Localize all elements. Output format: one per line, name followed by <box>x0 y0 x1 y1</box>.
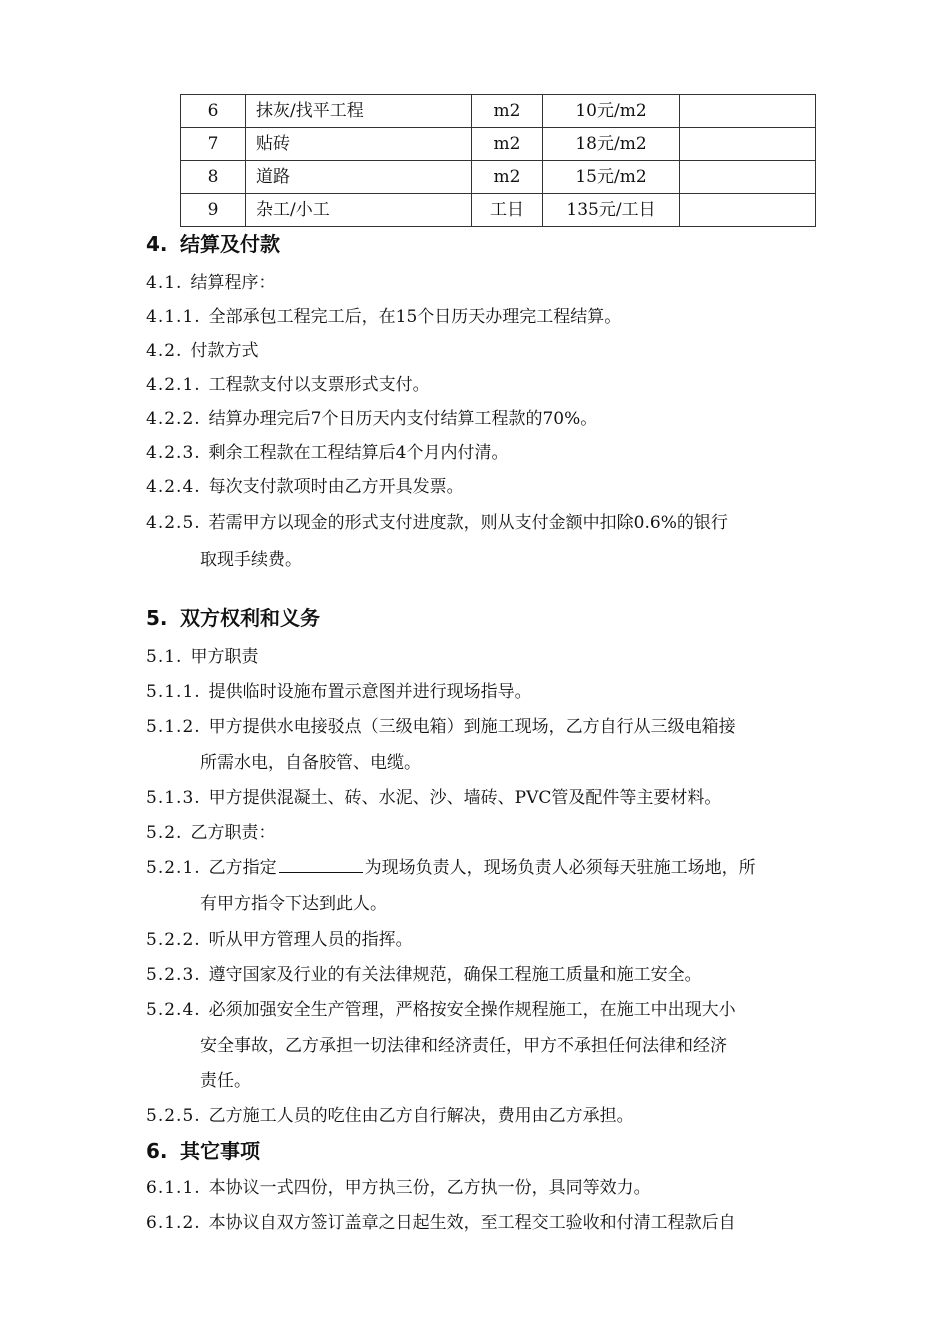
clause-text: 本协议一式四份，甲方执三份，乙方执一份，具同等效力。 <box>208 1178 651 1198</box>
clause-4-1 <box>146 268 275 293</box>
clause-5-1 <box>146 642 258 667</box>
clause-text: 甲方提供混凝土、砖、水泥、沙、墙砖、PVC管及配件等主要材料。 <box>208 788 722 808</box>
row-price: 135元/工日 <box>543 194 680 227</box>
clause-text: 甲方提供水电接驳点（三级电箱）到施工现场，乙方自行从三级电箱接 <box>208 717 736 737</box>
section-number: 4. <box>146 232 168 256</box>
clause-5-2 <box>146 818 275 843</box>
clause-text: 每次支付款项时由乙方开具发票。 <box>208 477 464 497</box>
row-note <box>680 95 816 128</box>
section-number: 5. <box>146 606 168 630</box>
clause-number: 5.2.3. <box>146 965 201 985</box>
clause-4-2-2 <box>146 404 597 429</box>
row-price: 15元/m2 <box>543 161 680 194</box>
clause-6-1-2 <box>146 1208 736 1233</box>
name-blank-line[interactable] <box>279 856 363 873</box>
clause-4-2-5 <box>146 508 728 533</box>
row-unit: m2 <box>472 95 543 128</box>
clause-number: 4.2.1. <box>146 375 201 395</box>
clause-number: 5.1.2. <box>146 717 201 737</box>
clause-5-1-1 <box>146 677 532 702</box>
clause-4-2-3 <box>146 438 509 463</box>
table-row <box>181 128 816 161</box>
row-note <box>680 161 816 194</box>
clause-text: 遵守国家及行业的有关法律规范，确保工程施工质量和施工安全。 <box>208 965 702 985</box>
row-item: 抹灰/找平工程 <box>246 95 472 128</box>
clause-5-2-3 <box>146 960 702 985</box>
clause-text: 若需甲方以现金的形式支付进度款，则从支付金额中扣除0.6%的银行 <box>208 513 728 533</box>
clause-4-2-5-continuation: 取现手续费。 <box>200 550 302 570</box>
section-6-heading <box>146 1135 260 1164</box>
clause-text: 必须加强安全生产管理，严格按安全操作规程施工，在施工中出现大小 <box>208 1000 736 1020</box>
table-row <box>181 95 816 128</box>
row-number: 7 <box>181 128 246 161</box>
clause-number: 4.2.2. <box>146 409 201 429</box>
clause-5-1-2 <box>146 712 736 737</box>
clause-number: 5.2. <box>146 823 183 843</box>
clause-4-2-4 <box>146 472 464 497</box>
section-4-heading <box>146 228 280 257</box>
row-item: 道路 <box>246 161 472 194</box>
clause-text: 乙方指定 <box>208 858 277 878</box>
row-unit: m2 <box>472 161 543 194</box>
clause-text: 付款方式 <box>190 341 259 361</box>
section-5-heading <box>146 602 320 631</box>
clause-4-1-1 <box>146 302 621 327</box>
clause-text: 乙方施工人员的吃住由乙方自行解决，费用由乙方承担。 <box>208 1106 634 1126</box>
clause-number: 5.2.2. <box>146 930 201 950</box>
clause-5-1-3 <box>146 783 721 808</box>
clause-text: 甲方职责 <box>190 647 259 667</box>
row-note <box>680 194 816 227</box>
clause-number: 5.1.1. <box>146 682 201 702</box>
row-unit: 工日 <box>472 194 543 227</box>
row-item: 杂工/小工 <box>246 194 472 227</box>
section-title: 双方权利和义务 <box>180 606 320 630</box>
clause-number: 4.2. <box>146 341 183 361</box>
section-number: 6. <box>146 1139 168 1163</box>
clause-number: 4.2.4. <box>146 477 201 497</box>
clause-number: 6.1.1. <box>146 1178 201 1198</box>
rates-table <box>180 94 816 227</box>
clause-5-1-2-continuation: 所需水电，自备胶管、电缆。 <box>200 753 421 773</box>
clause-number: 4.2.5. <box>146 513 201 533</box>
clause-text: 全部承包工程完工后，在15个日历天办理完工程结算。 <box>208 307 622 327</box>
row-price: 10元/m2 <box>543 95 680 128</box>
clause-4-2 <box>146 336 258 361</box>
section-title: 其它事项 <box>180 1139 260 1163</box>
clause-5-2-4-continuation-1: 安全事故，乙方承担一切法律和经济责任，甲方不承担任何法律和经济 <box>200 1036 727 1056</box>
clause-number: 5.2.1. <box>146 858 201 878</box>
row-price: 18元/m2 <box>543 128 680 161</box>
clause-5-2-1-continuation: 有甲方指令下达到此人。 <box>200 894 387 914</box>
table-row <box>181 161 816 194</box>
clause-number: 5.2.4. <box>146 1000 201 1020</box>
clause-6-1-1 <box>146 1173 651 1198</box>
row-note <box>680 128 816 161</box>
clause-number: 4.1. <box>146 273 183 293</box>
table-row <box>181 194 816 227</box>
row-number: 9 <box>181 194 246 227</box>
clause-number: 5.1.3. <box>146 788 201 808</box>
clause-5-2-5 <box>146 1101 634 1126</box>
clause-4-2-1 <box>146 370 430 395</box>
clause-5-2-4-continuation-2: 责任。 <box>200 1071 251 1091</box>
clause-text: 为现场负责人，现场负责人必须每天驻施工场地，所 <box>364 858 756 878</box>
clause-text: 剩余工程款在工程结算后4个月内付清。 <box>208 443 509 463</box>
row-number: 8 <box>181 161 246 194</box>
clause-5-2-1 <box>146 853 756 878</box>
clause-number: 4.2.3. <box>146 443 201 463</box>
clause-text: 工程款支付以支票形式支付。 <box>208 375 430 395</box>
clause-text: 听从甲方管理人员的指挥。 <box>208 930 413 950</box>
clause-number: 6.1.2. <box>146 1213 201 1233</box>
clause-number: 5.1. <box>146 647 183 667</box>
clause-number: 4.1.1. <box>146 307 201 327</box>
clause-5-2-4 <box>146 995 736 1020</box>
row-unit: m2 <box>472 128 543 161</box>
row-number: 6 <box>181 95 246 128</box>
clause-text: 结算办理完后7个日历天内支付结算工程款的70%。 <box>208 409 598 429</box>
clause-text: 结算程序： <box>190 273 276 293</box>
clause-5-2-2 <box>146 925 413 950</box>
clause-text: 提供临时设施布置示意图并进行现场指导。 <box>208 682 532 702</box>
clause-text: 本协议自双方签订盖章之日起生效，至工程交工验收和付清工程款后自 <box>208 1213 736 1233</box>
section-title: 结算及付款 <box>180 232 280 256</box>
clause-text: 乙方职责： <box>190 823 276 843</box>
row-item: 贴砖 <box>246 128 472 161</box>
clause-number: 5.2.5. <box>146 1106 201 1126</box>
